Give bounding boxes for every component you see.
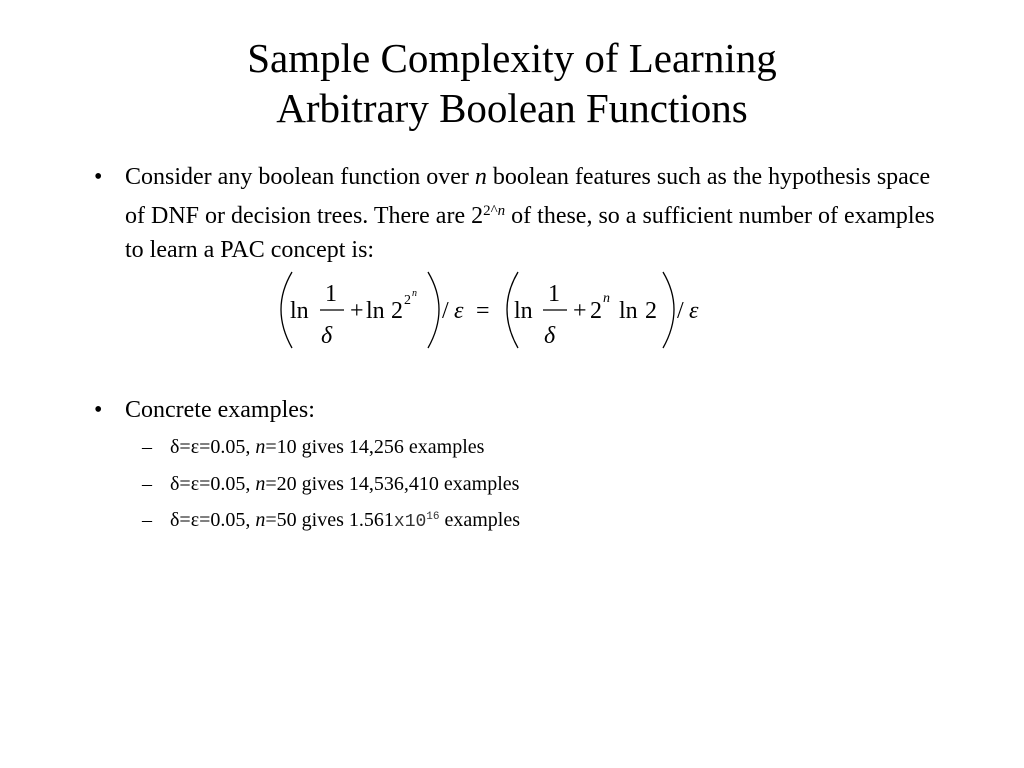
sub-bullet-marker: – xyxy=(142,509,152,531)
slide-title xyxy=(0,33,1024,133)
bullet1-var-n: n xyxy=(474,164,487,190)
formula-delta-2: δ xyxy=(544,323,556,349)
sample-complexity-formula xyxy=(270,268,720,358)
example-mono-base: x10 xyxy=(393,512,427,532)
example-var-n: n xyxy=(255,436,266,458)
bullet1-exponent xyxy=(483,203,505,219)
example-prefix: δ=ε=0.05, xyxy=(170,509,256,531)
formula-two-3: 2 xyxy=(645,298,657,324)
example-var-n: n xyxy=(255,473,266,495)
example-item xyxy=(142,471,520,497)
formula-one-2: 1 xyxy=(548,281,560,307)
formula-slash-1: / xyxy=(442,298,449,324)
example-mono-exponent: 16 xyxy=(426,511,440,523)
example-suffix: examples xyxy=(439,509,521,531)
formula-ln-3: ln xyxy=(514,298,533,324)
title-line-2: Arbitrary Boolean Functions xyxy=(276,85,748,131)
formula-plus-2: + xyxy=(573,298,587,324)
bullet-marker: • xyxy=(94,164,103,190)
formula-exp-two: 2 xyxy=(404,293,411,308)
bullet1-exponent-base: 2^ xyxy=(483,203,498,219)
formula-exp-n-2: n xyxy=(603,291,610,306)
right-paren-2 xyxy=(663,272,674,348)
bullet1-text-part3: of these, so a sufficient number of examples to learn a PAC concept is: xyxy=(125,203,935,263)
example-prefix: δ=ε=0.05, xyxy=(170,473,256,495)
example-suffix: =10 gives 14,256 examples xyxy=(265,436,485,458)
example-var-n: n xyxy=(255,509,266,531)
example-item xyxy=(142,507,521,535)
example-scientific-notation xyxy=(394,512,440,532)
example-mid: =50 gives 1.561 xyxy=(265,509,394,531)
bullet-concrete-examples xyxy=(94,393,955,427)
formula-epsilon-1: ε xyxy=(454,298,464,324)
formula-equals: = xyxy=(476,298,490,324)
formula-two-2: 2 xyxy=(590,298,602,324)
example-suffix: =20 gives 14,536,410 examples xyxy=(265,473,520,495)
right-paren-1 xyxy=(428,272,439,348)
bullet1-text-part1: Consider any boolean function over xyxy=(125,164,475,190)
formula-two-1: 2 xyxy=(391,298,403,324)
formula-slash-2: / xyxy=(677,298,684,324)
bullet1-exponent-var: n xyxy=(497,203,506,219)
sub-bullet-marker: – xyxy=(142,436,152,458)
formula-delta-1: δ xyxy=(321,323,333,349)
formula-svg xyxy=(270,268,720,358)
formula-epsilon-2: ε xyxy=(689,298,699,324)
formula-exp-n-1: n xyxy=(412,288,417,299)
formula-one-1: 1 xyxy=(325,281,337,307)
formula-ln-1: ln xyxy=(290,298,309,324)
example-prefix: δ=ε=0.05, xyxy=(170,436,256,458)
sub-bullet-marker: – xyxy=(142,473,152,495)
formula-ln-4: ln xyxy=(619,298,638,324)
title-line-1: Sample Complexity of Learning xyxy=(247,35,777,81)
bullet1-text-part2: boolean features such as the hypothesis space of DNF or decision trees. There are 2 xyxy=(125,164,931,229)
formula-plus-1: + xyxy=(350,298,364,324)
bullet-boolean-functions xyxy=(94,160,955,267)
bullet2-text: Concrete examples: xyxy=(125,397,315,423)
formula-ln-2: ln xyxy=(366,298,385,324)
bullet-marker: • xyxy=(94,397,103,423)
example-item xyxy=(142,434,485,460)
